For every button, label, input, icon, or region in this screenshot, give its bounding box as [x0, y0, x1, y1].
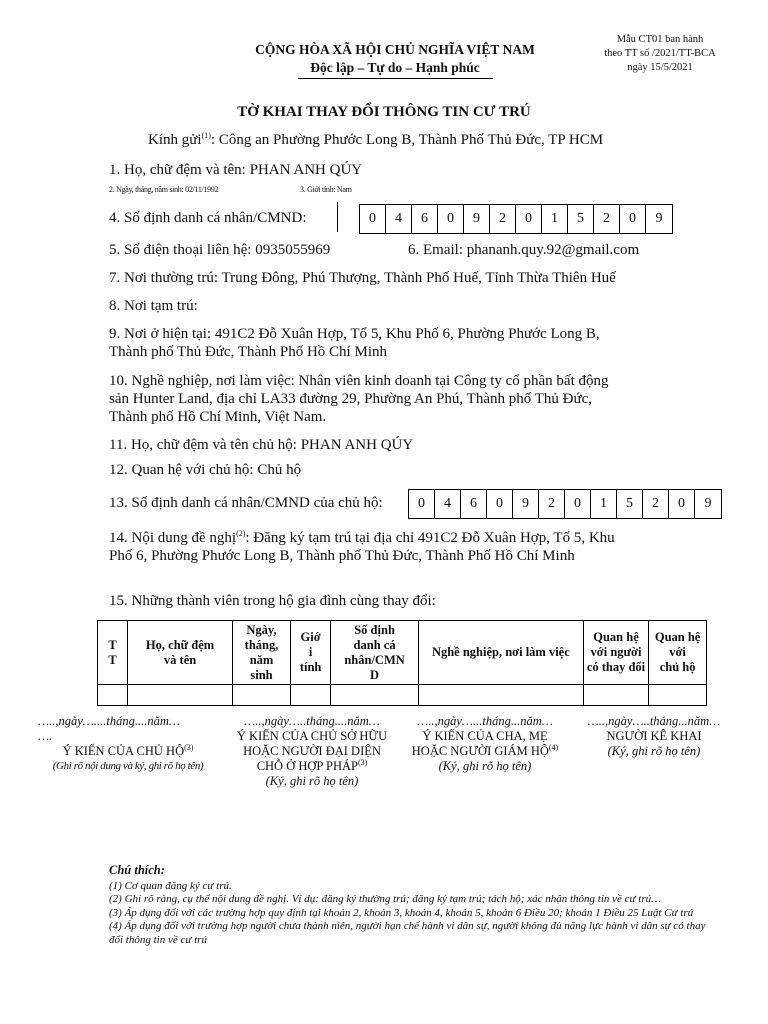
col-header-text: Ngày, tháng, năm sinh: [244, 622, 279, 682]
head-id-digit: 6: [461, 490, 487, 518]
col-header-text: Số định danh cá nhân/CMN D: [344, 622, 405, 682]
full-name-label: 1. Họ, chữ đệm và tên:: [109, 162, 246, 178]
recipient-label: Kính gửi: [148, 132, 202, 148]
id-digit: 5: [568, 205, 594, 233]
col-header-occupation: [418, 621, 583, 685]
signature-title: Ý KIẾN CỦA CHỦ SỞ HỮU HOẶC NGƯỜI ĐẠI DIỆN CHỖ Ở HỢP PHÁP: [236, 729, 388, 773]
footnote-item: (1) Cơ quan đăng ký cư trú.: [109, 879, 232, 892]
id-divider: [337, 202, 338, 232]
table-cell[interactable]: [290, 685, 330, 706]
id-digit: 0: [360, 205, 386, 233]
signature-title-line: [224, 729, 400, 774]
signature-sup: (3): [357, 757, 368, 767]
field-occupation-line3: Thành phố Hồ Chí Minh, Việt Nam.: [109, 409, 327, 425]
head-id-digit: 0: [409, 490, 435, 518]
recipient-line: [148, 132, 603, 149]
signature-owner: [224, 714, 400, 789]
form-code: [580, 33, 740, 75]
signature-note: (Ghi rõ nội dung và ký, ghi rõ họ tên): [52, 760, 204, 772]
signature-declarant: [574, 714, 734, 759]
full-name-value: PHAN ANH QÚY: [249, 162, 363, 178]
field-request-content-line2: Phố 6, Phường Phước Long B, Thành phố Thủ Đức, Thành Phố Hồ Chí Minh: [109, 548, 575, 564]
request-value: : Đăng ký tạm trú tại địa chỉ 491C2 Đỗ Xuân Hợp, Tổ 5, Khu: [245, 530, 615, 546]
head-id-digit: 9: [513, 490, 539, 518]
field-phone: 5. Số điện thoại liên hệ: 0935055969: [109, 242, 331, 258]
table-cell[interactable]: [418, 685, 583, 706]
col-header-text: Họ, chữ đệm và tên: [145, 637, 215, 667]
table-cell[interactable]: [583, 685, 648, 706]
col-header-relation-head: [649, 621, 707, 685]
signature-title: Ý KIẾN CỦA CHA, MẸ HOẶC NGƯỜI GIÁM HỘ: [411, 729, 549, 758]
form-title: TỜ KHAI THAY ĐỔI THÔNG TIN CƯ TRÚ: [237, 104, 531, 120]
head-id-digit: 2: [539, 490, 565, 518]
motto: Độc lập – Tự do – Hạnh phúc: [310, 60, 480, 75]
table-cell[interactable]: [331, 685, 419, 706]
table-cell[interactable]: [98, 685, 128, 706]
id-digit: 4: [386, 205, 412, 233]
id-digit: 9: [464, 205, 490, 233]
col-header-text: T T: [108, 637, 117, 667]
signature-title-line: [38, 744, 218, 759]
signature-note: (Ký, ghi rõ họ tên): [265, 774, 359, 788]
id-digit: 0: [438, 205, 464, 233]
footnotes: [109, 864, 709, 947]
footnote-item: (3) Áp dụng đối với các trường hợp quy định tại khoản 2, khoản 3, khoản 4, khoản 5, khoản 6 Điều 20; khoản 1 Điều 25 Luật Cư trú: [109, 906, 694, 919]
id-digit: 6: [412, 205, 438, 233]
motto-underline: [298, 78, 493, 79]
signature-date: …..,ngày…..tháng....năm…: [244, 714, 380, 728]
request-label: 14. Nội dung đề nghị: [109, 530, 237, 546]
field-temporary-residence: 8. Nơi tạm trú:: [109, 298, 198, 314]
id-digit: 9: [655, 211, 663, 226]
head-id-digit: 2: [643, 490, 669, 518]
col-header-relation-changer: [583, 621, 648, 685]
form-code-line: Mẫu CT01 ban hành: [616, 34, 704, 45]
head-id-digit: 4: [435, 490, 461, 518]
id-digit: 2: [594, 205, 620, 233]
id-digit: 1: [542, 205, 568, 233]
recipient-sup: (1): [201, 131, 211, 140]
table-cell[interactable]: [649, 685, 707, 706]
signature-title: Ý KIẾN CỦA CHỦ HỘ: [62, 744, 185, 758]
field-request-content-line1: [109, 530, 615, 547]
field-members-heading: 15. Những thành viên trong hộ gia đình cùng thay đổi:: [109, 593, 436, 609]
id-number-boxes: [359, 204, 673, 234]
field-email: 6. Email: phananh.quy.92@gmail.com: [408, 242, 640, 258]
head-id-digit: 5: [617, 490, 643, 518]
head-id-digit: 0: [487, 490, 513, 518]
col-header-tt: [98, 621, 128, 685]
id-digit: 2: [490, 205, 516, 233]
table-cell[interactable]: [128, 685, 233, 706]
signature-guardian: [400, 714, 570, 774]
table-row: [98, 685, 707, 706]
signature-title: NGƯỜI KÊ KHAI: [606, 729, 702, 743]
table-cell[interactable]: [233, 685, 291, 706]
col-header-id: [331, 621, 419, 685]
form-code-line: ngày 15/5/2021: [627, 62, 693, 73]
head-id-boxes: [408, 489, 722, 519]
id-digit: 0: [620, 205, 646, 233]
field-id-number-label: 4. Số định danh cá nhân/CMND:: [109, 210, 307, 226]
col-header-text: Giớ i tính: [299, 630, 322, 674]
field-occupation-line2: sản Hunter Land, địa chỉ LA33 đường 29, Phường An Phú, Thành phố Thủ Đức,: [109, 391, 592, 407]
signature-title-line: [574, 729, 734, 744]
field-current-address-line1: 9. Nơi ở hiện tại: 491C2 Đỗ Xuân Hợp, Tổ 5, Khu Phố 6, Phường Phước Long B,: [109, 326, 600, 342]
request-sup: (2): [236, 529, 246, 538]
field-birth-date: 2. Ngày, tháng, năm sinh: 02/11/1992: [109, 185, 219, 194]
signature-note: (Ký, ghi rõ họ tên): [438, 759, 532, 773]
signature-sup: (4): [548, 742, 559, 752]
form-code-line: theo TT số /2021/TT-BCA: [604, 48, 716, 59]
id-digit: 0: [516, 205, 542, 233]
recipient-value: : Công an Phường Phước Long B, Thành Phố Thủ Đức, TP HCM: [210, 132, 604, 148]
signature-title-line: [400, 729, 570, 759]
field-gender: 3. Giới tính: Nam: [300, 185, 352, 194]
footnote-item: (4) Áp dụng đối với trường hợp người chưa thành niên, người hạn chế hành vi dân sự, người không đủ năng lực hành vi dân sự có thay đổi thông tin về cư trú: [109, 920, 706, 946]
field-current-address-line2: Thành phố Thủ Đức, Thành Phố Hồ Chí Minh: [109, 344, 387, 360]
col-header-text: Nghề nghiệp, nơi làm việc: [431, 645, 570, 659]
signature-date: …..,ngày…..tháng...năm…: [587, 714, 721, 728]
signature-date: …..,ngày…...tháng...năm…: [417, 714, 553, 728]
col-header-text: Quan hệ với người có thay đổi: [586, 630, 646, 674]
field-household-head: 11. Họ, chữ đệm và tên chủ hộ: PHAN ANH QÚY: [109, 437, 414, 453]
col-header-dob: [233, 621, 291, 685]
head-id-digit: 1: [591, 490, 617, 518]
field-head-id-label: 13. Số định danh cá nhân/CMND của chủ hộ:: [109, 495, 383, 511]
col-header-text: Quan hệ với chủ hộ: [654, 630, 701, 674]
field-occupation-line1: 10. Nghề nghiệp, nơi làm việc: Nhân viên kinh doanh tại Công ty cổ phần bất động: [109, 373, 609, 389]
signature-date: …..,ngày…....tháng....năm… ….: [38, 714, 181, 743]
members-table: [97, 620, 707, 706]
signature-sup: (3): [184, 742, 194, 752]
head-id-digit: 0: [669, 490, 695, 518]
head-id-digit: 9: [704, 496, 712, 511]
field-permanent-residence: 7. Nơi thường trú: Trung Đông, Phú Thượng, Thành Phố Huế, Tỉnh Thừa Thiên Huế: [109, 270, 616, 286]
nation-title: CỘNG HÒA XÃ HỘI CHỦ NGHĨA VIỆT NAM: [255, 42, 535, 57]
head-id-digit: 0: [565, 490, 591, 518]
field-relationship: 12. Quan hệ với chủ hộ: Chủ hộ: [109, 462, 302, 478]
signature-household-head: [38, 714, 218, 774]
footnote-item: (2) Ghi rõ ràng, cụ thể nội dung đề nghị. Ví dụ: đăng ký thường trú; đăng ký tạm trú; tách hộ; xác nhận thông tin về cư trú…: [109, 893, 661, 905]
footnotes-heading: Chú thích:: [109, 863, 165, 877]
field-full-name: [109, 162, 362, 179]
col-header-gender: [290, 621, 330, 685]
signature-note: (Ký, ghi rõ họ tên): [607, 744, 701, 758]
col-header-name: [128, 621, 233, 685]
